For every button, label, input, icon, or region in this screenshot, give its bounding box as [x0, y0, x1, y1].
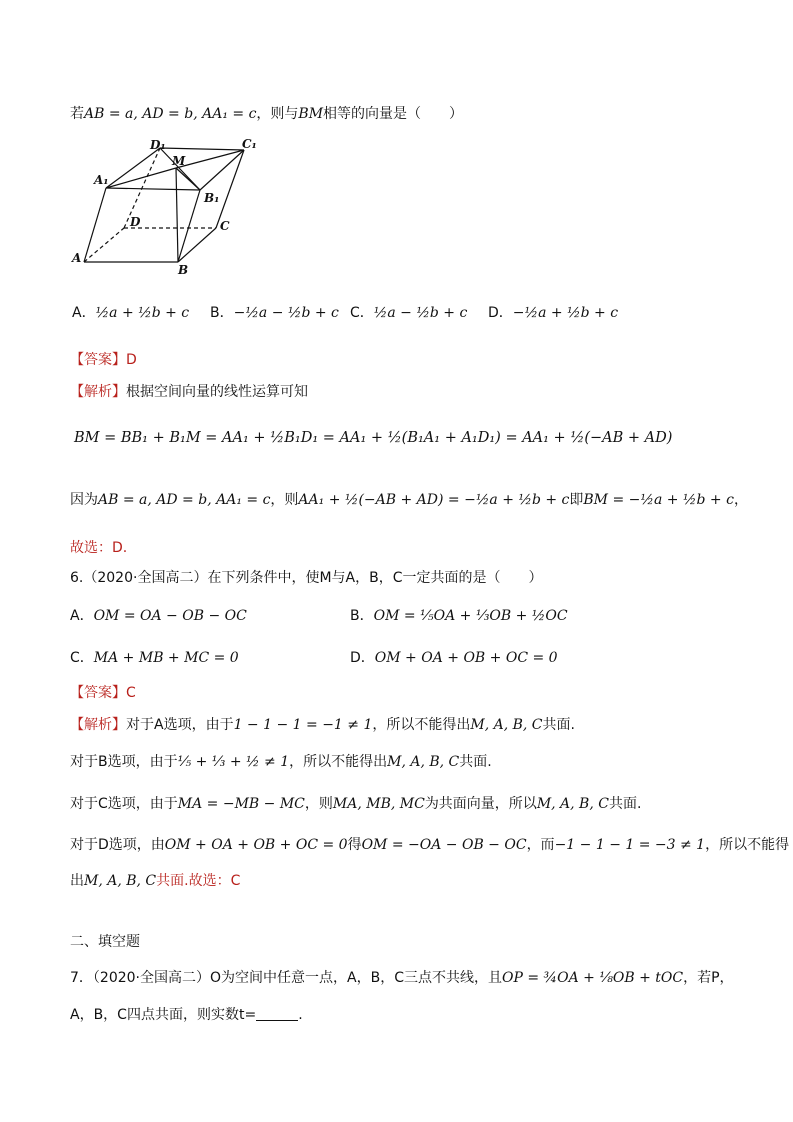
q6-number: 6.: [70, 570, 84, 586]
answer-value: D: [126, 352, 137, 368]
q5-stem-suffix: 相等的向量是（ ）: [323, 106, 464, 122]
q6-answer: 【答案】C: [70, 685, 136, 701]
q5-stem: [70, 104, 463, 124]
q5-derivation: BM = BB₁ + B₁M = AA₁ + ½B₁D₁ = AA₁ + ½(B₁A₁ + A₁D₁) = AA₁ + ½(−AB + AD): [74, 430, 673, 446]
q6-analysis-line1: 【解析】对于A选项，由于1 − 1 − 1 = −1 ≠ 1，所以不能得出M, A, B, C共面.: [70, 717, 575, 733]
parallelepiped-figure: [68, 136, 268, 280]
q5-option-a[interactable]: A．½a + ½b + c: [72, 305, 190, 321]
label-d1: D₁: [150, 138, 166, 152]
label-a: A: [72, 251, 82, 265]
label-m: M: [172, 154, 186, 168]
q5-analysis: [70, 382, 308, 402]
q5-stem-target: BM: [298, 106, 324, 122]
q6-source: （2020·全国高二）: [83, 570, 208, 586]
analysis-text: 根据空间向量的线性运算可知: [126, 384, 308, 400]
q6-analysis-line5: 出M, A, B, C共面.故选：C: [70, 873, 241, 889]
q6-analysis-line2: 对于B选项，由于⅕ + ⅓ + ½ ≠ 1，所以不能得出M, A, B, C共面.: [70, 754, 492, 770]
label-a1: A₁: [94, 173, 109, 187]
q5-stem-mid: ，则与: [256, 106, 299, 122]
q5-stem-prefix: 若: [70, 106, 84, 122]
q6-stem-text: 在下列条件中，使M与A，B，C一定共面的是（ ）: [207, 570, 543, 586]
q6-option-d[interactable]: D．OM + OA + OB + OC = 0: [350, 650, 558, 666]
q6-option-a[interactable]: A．OM = OA − OB − OC: [70, 608, 247, 624]
label-b: B: [178, 263, 189, 277]
section-title: 二、填空题: [70, 934, 140, 950]
q5-choose: 故选：D.: [70, 540, 128, 556]
label-c: C: [220, 219, 230, 233]
q7-stem-line2: A，B，C四点共面，则实数t= .: [70, 1007, 303, 1023]
label-b1: B₁: [204, 191, 220, 205]
q5-stem-given: AB = a, AD = b, AA₁ = c: [84, 106, 257, 122]
q6-analysis-line3: 对于C选项，由于MA = −MB − MC，则MA, MB, MC为共面向量，所以M, A, B, C共面.: [70, 796, 642, 812]
q5-option-b[interactable]: B．−½a − ½b + c: [210, 305, 339, 321]
q7-stem-line1: 7．（2020·全国高二）O为空间中任意一点，A，B，C三点不共线，且OP = ¾OA + ⅛OB + tOC，若P，: [70, 970, 734, 986]
q5-option-d[interactable]: D．−½a + ½b + c: [488, 305, 619, 321]
q6-analysis-line4: 对于D选项，由OM + OA + OB + OC = 0得OM = −OA − OB − OC，而−1 − 1 − 1 = −3 ≠ 1，所以不能得: [70, 837, 790, 853]
answer-label: 【答案】: [70, 352, 126, 368]
label-c1: C₁: [242, 137, 257, 151]
q6-option-b[interactable]: B．OM = ⅕OA + ⅓OB + ½OC: [350, 608, 568, 624]
q5-answer: [70, 350, 137, 370]
q5-because: 因为AB = a, AD = b, AA₁ = c，则AA₁ + ½(−AB + AD) = −½a + ½b + c即BM = −½a + ½b + c，: [70, 492, 748, 508]
analysis-label: 【解析】: [70, 384, 126, 400]
q5-option-c[interactable]: C．½a − ½b + c: [350, 305, 468, 321]
label-d: D: [130, 215, 141, 229]
answer-blank[interactable]: [256, 1006, 298, 1021]
q6-option-c[interactable]: C．MA + MB + MC = 0: [70, 650, 239, 666]
q6-stem: [70, 568, 543, 588]
